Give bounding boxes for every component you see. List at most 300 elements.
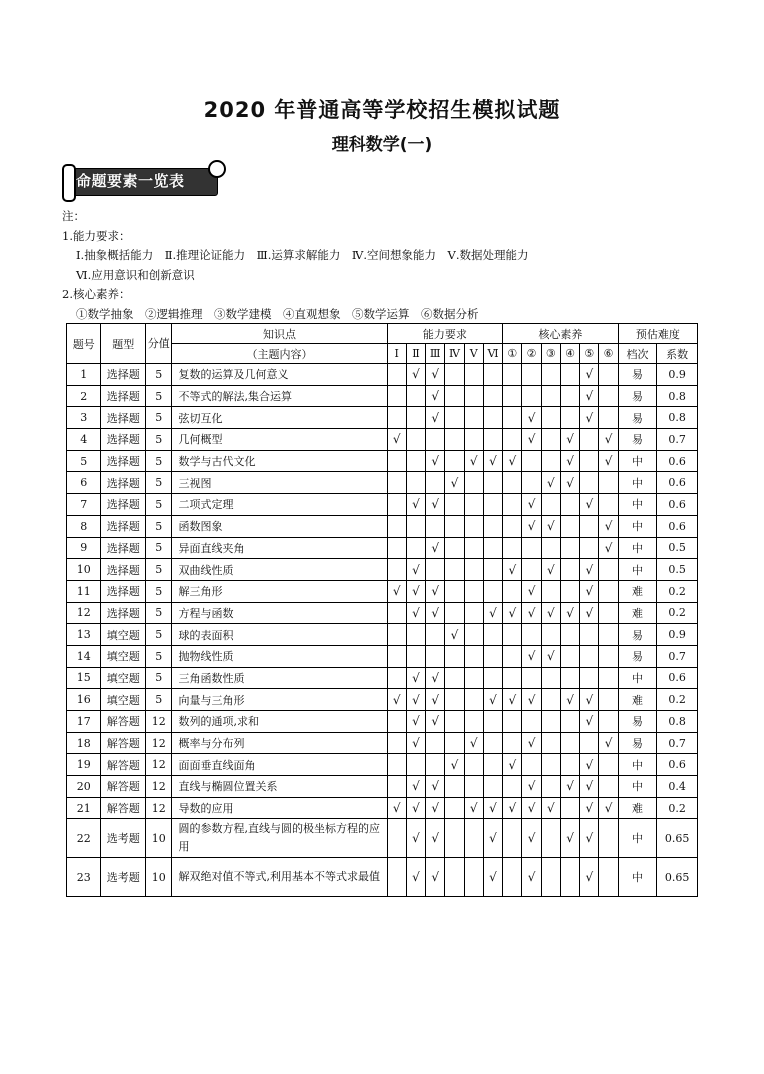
cell-ability-mark xyxy=(406,429,425,451)
cell-num: 14 xyxy=(67,645,101,667)
cell-type: 选择题 xyxy=(101,537,146,559)
cell-core-mark xyxy=(503,624,522,646)
cell-level: 难 xyxy=(618,580,657,602)
cell-core-mark xyxy=(560,645,579,667)
cell-ability-mark xyxy=(406,624,425,646)
cell-core-mark: √ xyxy=(580,385,599,407)
cell-ability-mark xyxy=(464,858,483,897)
cell-ability-mark xyxy=(464,624,483,646)
cell-ability-mark xyxy=(464,407,483,429)
cell-ability-mark xyxy=(483,472,502,494)
cell-score: 5 xyxy=(146,450,172,472)
cell-core-mark: √ xyxy=(599,450,618,472)
cell-num: 13 xyxy=(67,624,101,646)
cell-coef: 0.5 xyxy=(657,559,698,581)
table-row xyxy=(67,450,698,472)
cell-core-mark xyxy=(599,819,618,858)
cell-core-mark: √ xyxy=(599,515,618,537)
cell-core-mark xyxy=(580,732,599,754)
cell-coef: 0.7 xyxy=(657,429,698,451)
table-row xyxy=(67,776,698,798)
cell-ability-mark xyxy=(426,559,445,581)
cell-ability-mark: √ xyxy=(464,450,483,472)
header-ability-col: Ⅰ xyxy=(387,344,406,364)
cell-core-mark xyxy=(522,711,541,733)
cell-ability-mark xyxy=(483,624,502,646)
cell-ability-mark xyxy=(426,732,445,754)
cell-ability-mark xyxy=(387,364,406,386)
cell-ability-mark: √ xyxy=(445,472,464,494)
cell-core-mark: √ xyxy=(522,580,541,602)
cell-ability-mark xyxy=(464,364,483,386)
cell-coef: 0.9 xyxy=(657,624,698,646)
cell-num: 1 xyxy=(67,364,101,386)
cell-ability-mark xyxy=(387,776,406,798)
cell-core-mark: √ xyxy=(522,858,541,897)
cell-score: 12 xyxy=(146,776,172,798)
cell-type: 填空题 xyxy=(101,645,146,667)
cell-ability-mark xyxy=(464,580,483,602)
cell-core-mark xyxy=(522,667,541,689)
cell-core-mark xyxy=(503,580,522,602)
cell-ability-mark: √ xyxy=(426,602,445,624)
cell-score: 5 xyxy=(146,580,172,602)
cell-level: 中 xyxy=(618,667,657,689)
cell-topic: 导数的应用 xyxy=(172,797,387,819)
cell-ability-mark: √ xyxy=(426,776,445,798)
cell-type: 选择题 xyxy=(101,580,146,602)
cell-type: 解答题 xyxy=(101,711,146,733)
cell-topic: 三视图 xyxy=(172,472,387,494)
cell-level: 中 xyxy=(618,754,657,776)
cell-core-mark xyxy=(541,732,560,754)
cell-core-mark xyxy=(503,515,522,537)
cell-core-mark xyxy=(560,797,579,819)
cell-ability-mark: √ xyxy=(387,429,406,451)
cell-ability-mark: √ xyxy=(426,858,445,897)
cell-ability-mark xyxy=(426,754,445,776)
cell-coef: 0.65 xyxy=(657,819,698,858)
header-core-col: ④ xyxy=(560,344,579,364)
cell-num: 16 xyxy=(67,689,101,711)
cell-core-mark: √ xyxy=(580,819,599,858)
table-row xyxy=(67,537,698,559)
cell-level: 中 xyxy=(618,537,657,559)
cell-core-mark: √ xyxy=(580,858,599,897)
cell-ability-mark xyxy=(426,645,445,667)
cell-ability-mark: √ xyxy=(406,797,425,819)
cell-num: 9 xyxy=(67,537,101,559)
cell-ability-mark xyxy=(464,472,483,494)
cell-ability-mark xyxy=(387,645,406,667)
cell-ability-mark xyxy=(464,711,483,733)
cell-num: 10 xyxy=(67,559,101,581)
cell-coef: 0.7 xyxy=(657,732,698,754)
table-row xyxy=(67,385,698,407)
cell-coef: 0.8 xyxy=(657,407,698,429)
cell-ability-mark xyxy=(426,472,445,494)
cell-core-mark xyxy=(599,364,618,386)
cell-ability-mark xyxy=(464,602,483,624)
cell-core-mark xyxy=(560,515,579,537)
header-ability-col: Ⅲ xyxy=(426,344,445,364)
table-row xyxy=(67,515,698,537)
cell-core-mark: √ xyxy=(522,602,541,624)
header-ability-col: Ⅳ xyxy=(445,344,464,364)
cell-core-mark xyxy=(503,645,522,667)
cell-level: 易 xyxy=(618,385,657,407)
table-row xyxy=(67,624,698,646)
cell-ability-mark xyxy=(483,667,502,689)
cell-core-mark xyxy=(599,624,618,646)
cell-ability-mark xyxy=(387,472,406,494)
cell-ability-mark: √ xyxy=(406,580,425,602)
cell-level: 中 xyxy=(618,858,657,897)
cell-num: 23 xyxy=(67,858,101,897)
cell-core-mark xyxy=(580,537,599,559)
cell-type: 选择题 xyxy=(101,602,146,624)
cell-core-mark xyxy=(503,407,522,429)
notes-section xyxy=(62,207,529,324)
cell-core-mark: √ xyxy=(541,602,560,624)
cell-ability-mark xyxy=(483,645,502,667)
cell-core-mark: √ xyxy=(503,689,522,711)
cell-ability-mark xyxy=(445,858,464,897)
ability-heading: 1.能力要求： xyxy=(62,228,131,243)
cell-core-mark xyxy=(541,385,560,407)
cell-topic: 向量与三角形 xyxy=(172,689,387,711)
cell-ability-mark: √ xyxy=(406,858,425,897)
cell-level: 易 xyxy=(618,407,657,429)
cell-type: 选择题 xyxy=(101,364,146,386)
cell-coef: 0.2 xyxy=(657,602,698,624)
cell-ability-mark: √ xyxy=(406,819,425,858)
cell-core-mark: √ xyxy=(580,602,599,624)
cell-ability-mark: √ xyxy=(426,364,445,386)
cell-ability-mark xyxy=(464,494,483,516)
cell-core-mark xyxy=(503,858,522,897)
table-row xyxy=(67,494,698,516)
cell-score: 12 xyxy=(146,711,172,733)
cell-core-mark xyxy=(541,624,560,646)
cell-coef: 0.7 xyxy=(657,645,698,667)
cell-core-mark xyxy=(541,819,560,858)
cell-core-mark xyxy=(541,364,560,386)
header-core-col: ② xyxy=(522,344,541,364)
cell-core-mark: √ xyxy=(522,689,541,711)
cell-ability-mark xyxy=(464,645,483,667)
cell-type: 解答题 xyxy=(101,797,146,819)
cell-core-mark: √ xyxy=(560,776,579,798)
cell-ability-mark: √ xyxy=(406,689,425,711)
cell-type: 填空题 xyxy=(101,689,146,711)
cell-ability-mark: √ xyxy=(464,797,483,819)
cell-coef: 0.6 xyxy=(657,515,698,537)
table-row xyxy=(67,580,698,602)
cell-score: 5 xyxy=(146,689,172,711)
header-num: 题号 xyxy=(67,324,101,364)
cell-core-mark xyxy=(599,559,618,581)
cell-core-mark: √ xyxy=(560,472,579,494)
cell-ability-mark xyxy=(387,858,406,897)
cell-core-mark: √ xyxy=(503,602,522,624)
cell-score: 12 xyxy=(146,797,172,819)
cell-core-mark: √ xyxy=(503,754,522,776)
cell-coef: 0.9 xyxy=(657,364,698,386)
cell-topic: 几何概型 xyxy=(172,429,387,451)
table-row xyxy=(67,858,698,897)
cell-coef: 0.6 xyxy=(657,472,698,494)
cell-ability-mark xyxy=(445,580,464,602)
cell-core-mark: √ xyxy=(580,689,599,711)
cell-ability-mark: √ xyxy=(426,407,445,429)
cell-ability-mark: √ xyxy=(426,537,445,559)
cell-coef: 0.6 xyxy=(657,754,698,776)
cell-level: 中 xyxy=(618,450,657,472)
table-row xyxy=(67,472,698,494)
cell-core-mark: √ xyxy=(522,797,541,819)
scroll-curl-icon xyxy=(208,160,226,178)
core-legend-line: ①数学抽象 ②逻辑推理 ③数学建模 ④直观想象 ⑤数学运算 ⑥数据分析 xyxy=(76,306,479,321)
cell-ability-mark xyxy=(387,559,406,581)
cell-ability-mark xyxy=(483,429,502,451)
cell-core-mark xyxy=(560,711,579,733)
cell-score: 5 xyxy=(146,472,172,494)
cell-coef: 0.4 xyxy=(657,776,698,798)
header-core: 核心素养 xyxy=(503,324,619,344)
cell-core-mark xyxy=(503,732,522,754)
cell-ability-mark xyxy=(445,450,464,472)
cell-core-mark xyxy=(560,624,579,646)
table-row xyxy=(67,754,698,776)
cell-ability-mark xyxy=(406,754,425,776)
cell-core-mark: √ xyxy=(503,559,522,581)
cell-core-mark: √ xyxy=(580,559,599,581)
cell-ability-mark xyxy=(464,819,483,858)
header-core-col: ③ xyxy=(541,344,560,364)
cell-type: 选择题 xyxy=(101,559,146,581)
cell-level: 中 xyxy=(618,472,657,494)
cell-core-mark xyxy=(503,537,522,559)
table-row xyxy=(67,667,698,689)
cell-core-mark xyxy=(560,754,579,776)
cell-ability-mark: √ xyxy=(426,711,445,733)
cell-core-mark xyxy=(599,858,618,897)
cell-level: 难 xyxy=(618,689,657,711)
cell-num: 20 xyxy=(67,776,101,798)
cell-num: 22 xyxy=(67,819,101,858)
cell-core-mark xyxy=(560,559,579,581)
cell-ability-mark: √ xyxy=(406,732,425,754)
cell-core-mark xyxy=(541,537,560,559)
cell-score: 5 xyxy=(146,667,172,689)
cell-core-mark xyxy=(503,776,522,798)
cell-ability-mark: √ xyxy=(483,450,502,472)
cell-ability-mark xyxy=(387,515,406,537)
cell-coef: 0.2 xyxy=(657,580,698,602)
cell-ability-mark xyxy=(406,537,425,559)
cell-topic: 抛物线性质 xyxy=(172,645,387,667)
cell-core-mark xyxy=(599,754,618,776)
cell-core-mark: √ xyxy=(522,407,541,429)
cell-ability-mark: √ xyxy=(483,797,502,819)
cell-ability-mark xyxy=(483,407,502,429)
cell-topic: 数学与古代文化 xyxy=(172,450,387,472)
cell-type: 选择题 xyxy=(101,385,146,407)
cell-ability-mark xyxy=(426,515,445,537)
cell-core-mark xyxy=(522,450,541,472)
cell-core-mark xyxy=(599,689,618,711)
cell-ability-mark xyxy=(387,732,406,754)
cell-core-mark: √ xyxy=(522,776,541,798)
header-ability-col: Ⅱ xyxy=(406,344,425,364)
cell-core-mark: √ xyxy=(503,450,522,472)
cell-num: 3 xyxy=(67,407,101,429)
cell-core-mark xyxy=(541,689,560,711)
cell-ability-mark: √ xyxy=(406,364,425,386)
cell-ability-mark xyxy=(464,776,483,798)
cell-level: 易 xyxy=(618,624,657,646)
cell-ability-mark xyxy=(445,364,464,386)
cell-type: 填空题 xyxy=(101,624,146,646)
cell-ability-mark xyxy=(483,732,502,754)
cell-core-mark xyxy=(599,580,618,602)
cell-ability-mark xyxy=(445,776,464,798)
cell-level: 中 xyxy=(618,819,657,858)
cell-ability-mark xyxy=(483,537,502,559)
cell-num: 12 xyxy=(67,602,101,624)
cell-ability-mark: √ xyxy=(483,819,502,858)
cell-num: 19 xyxy=(67,754,101,776)
cell-ability-mark xyxy=(387,667,406,689)
cell-ability-mark xyxy=(387,537,406,559)
cell-coef: 0.6 xyxy=(657,667,698,689)
cell-level: 易 xyxy=(618,711,657,733)
cell-ability-mark xyxy=(445,689,464,711)
cell-ability-mark xyxy=(445,732,464,754)
cell-num: 2 xyxy=(67,385,101,407)
banner-text: 命题要素一览表 xyxy=(76,172,185,190)
header-row-1 xyxy=(67,324,698,344)
cell-core-mark: √ xyxy=(580,580,599,602)
cell-type: 填空题 xyxy=(101,667,146,689)
cell-ability-mark xyxy=(387,754,406,776)
cell-core-mark xyxy=(580,645,599,667)
cell-num: 4 xyxy=(67,429,101,451)
table-row xyxy=(67,602,698,624)
ability-legend-line1: Ⅰ.抽象概括能力 Ⅱ.推理论证能力 Ⅲ.运算求解能力 Ⅳ.空间想象能力 Ⅴ.数据处理能力 xyxy=(76,248,529,262)
cell-core-mark xyxy=(541,580,560,602)
table-row xyxy=(67,364,698,386)
cell-core-mark xyxy=(560,732,579,754)
cell-core-mark xyxy=(599,602,618,624)
cell-core-mark: √ xyxy=(560,689,579,711)
cell-core-mark xyxy=(541,407,560,429)
cell-score: 5 xyxy=(146,407,172,429)
table-row xyxy=(67,732,698,754)
ability-legend-line2: Ⅵ.应用意识和创新意识 xyxy=(76,267,195,282)
core-heading: 2.核心素养： xyxy=(62,287,131,301)
cell-ability-mark: √ xyxy=(387,689,406,711)
cell-core-mark xyxy=(541,429,560,451)
cell-ability-mark: √ xyxy=(406,559,425,581)
cell-ability-mark: √ xyxy=(426,667,445,689)
cell-score: 5 xyxy=(146,429,172,451)
header-ability-col: Ⅴ xyxy=(464,344,483,364)
cell-num: 6 xyxy=(67,472,101,494)
cell-topic: 双曲线性质 xyxy=(172,559,387,581)
header-core-col: ① xyxy=(503,344,522,364)
cell-core-mark: √ xyxy=(522,429,541,451)
cell-ability-mark xyxy=(483,580,502,602)
table-row xyxy=(67,797,698,819)
cell-ability-mark: √ xyxy=(426,580,445,602)
cell-ability-mark xyxy=(445,407,464,429)
cell-ability-mark xyxy=(387,711,406,733)
cell-ability-mark xyxy=(445,429,464,451)
cell-type: 选考题 xyxy=(101,819,146,858)
cell-core-mark xyxy=(541,667,560,689)
cell-ability-mark xyxy=(406,515,425,537)
cell-core-mark: √ xyxy=(560,819,579,858)
cell-ability-mark xyxy=(464,754,483,776)
cell-coef: 0.5 xyxy=(657,537,698,559)
cell-topic: 异面直线夹角 xyxy=(172,537,387,559)
cell-core-mark: √ xyxy=(580,711,599,733)
cell-core-mark xyxy=(599,407,618,429)
cell-score: 5 xyxy=(146,559,172,581)
cell-ability-mark: √ xyxy=(426,819,445,858)
cell-core-mark xyxy=(541,776,560,798)
page-title: 2020 年普通高等学校招生模拟试题 xyxy=(203,98,561,122)
cell-ability-mark xyxy=(483,776,502,798)
cell-ability-mark xyxy=(483,754,502,776)
cell-topic: 概率与分布列 xyxy=(172,732,387,754)
cell-core-mark xyxy=(503,429,522,451)
cell-core-mark xyxy=(541,494,560,516)
cell-ability-mark xyxy=(387,624,406,646)
cell-num: 11 xyxy=(67,580,101,602)
cell-topic: 直线与椭圆位置关系 xyxy=(172,776,387,798)
cell-num: 17 xyxy=(67,711,101,733)
cell-ability-mark: √ xyxy=(426,494,445,516)
cell-core-mark xyxy=(541,711,560,733)
cell-core-mark xyxy=(560,858,579,897)
cell-coef: 0.2 xyxy=(657,797,698,819)
cell-ability-mark xyxy=(445,494,464,516)
cell-ability-mark: √ xyxy=(406,667,425,689)
cell-score: 5 xyxy=(146,602,172,624)
cell-core-mark: √ xyxy=(541,472,560,494)
cell-ability-mark: √ xyxy=(406,711,425,733)
cell-ability-mark xyxy=(445,797,464,819)
cell-level: 易 xyxy=(618,645,657,667)
cell-core-mark: √ xyxy=(560,429,579,451)
table-body xyxy=(67,364,698,897)
cell-topic: 球的表面积 xyxy=(172,624,387,646)
cell-level: 易 xyxy=(618,732,657,754)
cell-core-mark xyxy=(503,494,522,516)
cell-topic: 方程与函数 xyxy=(172,602,387,624)
cell-coef: 0.6 xyxy=(657,494,698,516)
cell-score: 10 xyxy=(146,819,172,858)
cell-core-mark xyxy=(599,472,618,494)
cell-core-mark: √ xyxy=(560,602,579,624)
cell-core-mark xyxy=(560,580,579,602)
cell-level: 易 xyxy=(618,364,657,386)
cell-core-mark xyxy=(580,472,599,494)
cell-core-mark: √ xyxy=(522,732,541,754)
